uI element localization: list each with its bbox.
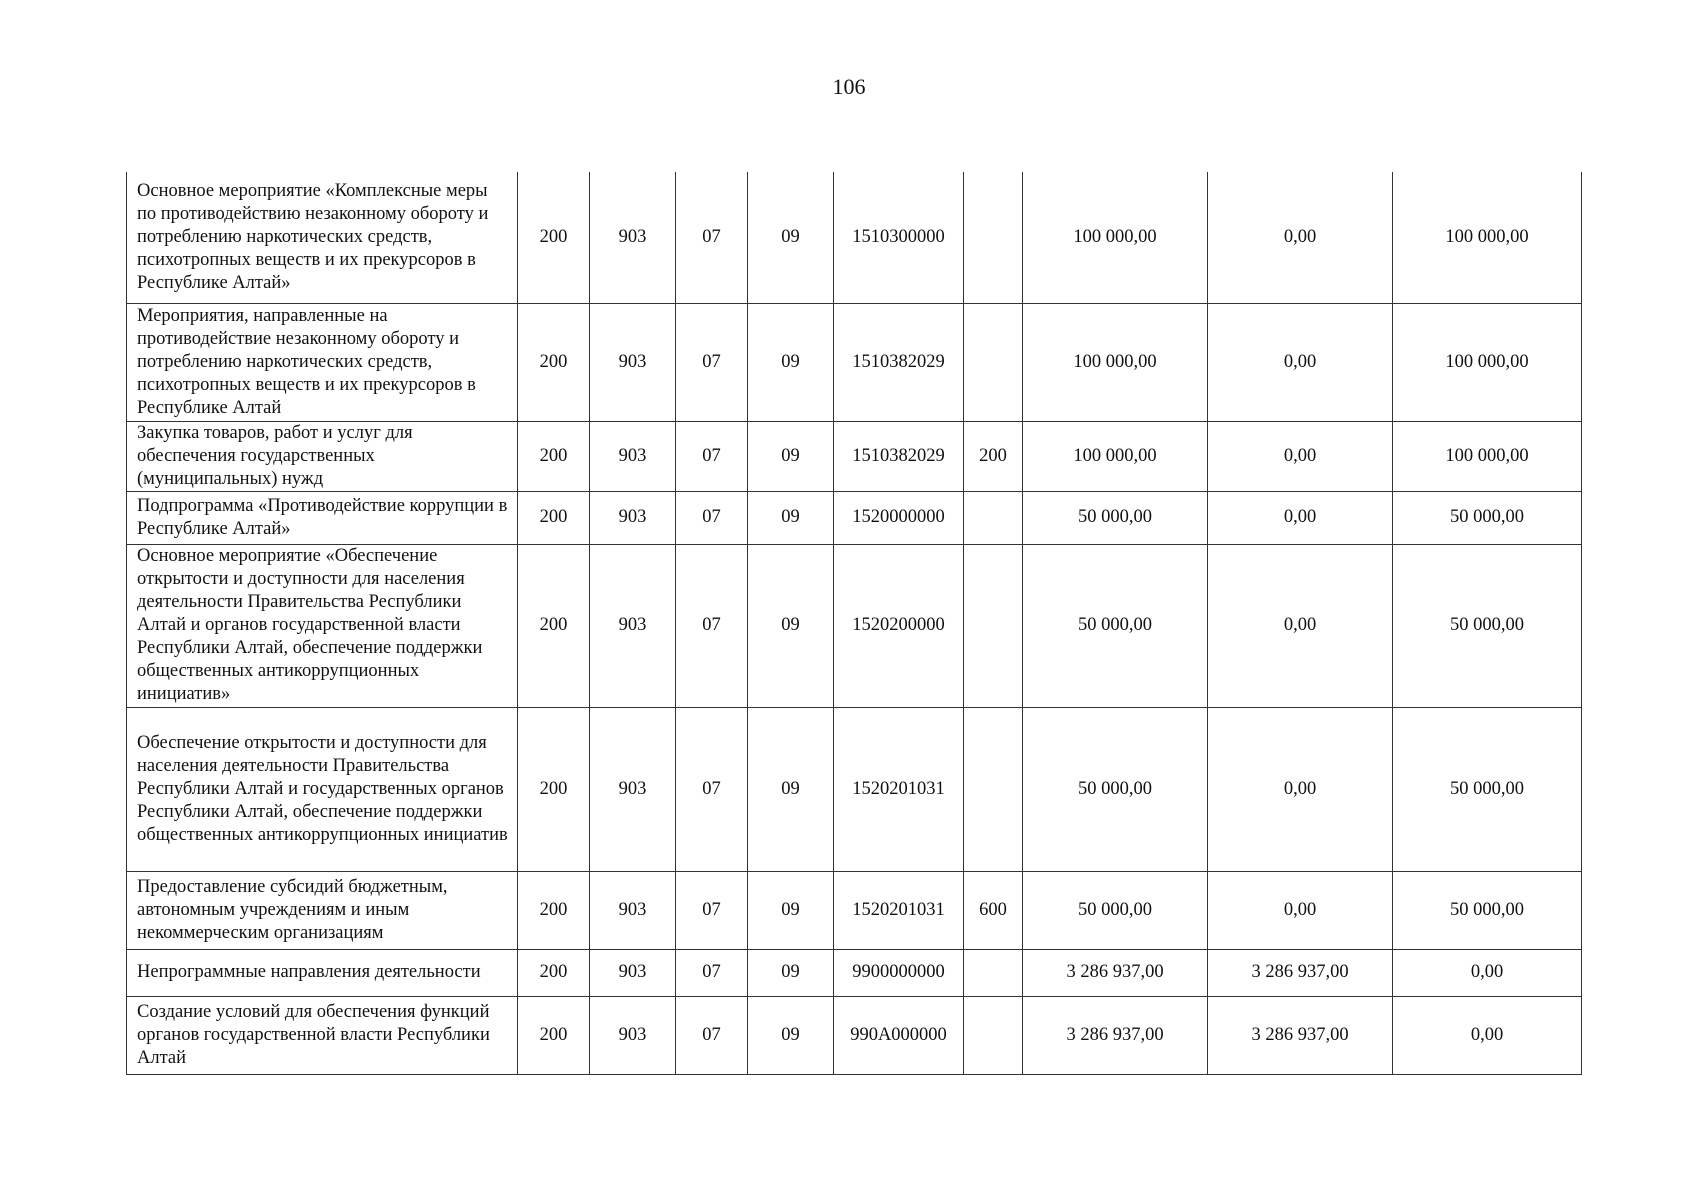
section-code-cell: 07 [676,996,748,1074]
table-row [127,303,1582,421]
federal-amount-cell: 0,00 [1208,707,1393,871]
table-row [127,491,1582,544]
total-amount-cell: 100 000,00 [1023,172,1208,303]
name-cell: Создание условий для обеспечения функций органов государственной власти Республики Алтай [127,996,518,1074]
total-amount-cell: 50 000,00 [1023,544,1208,707]
section-code-cell: 07 [676,172,748,303]
status-code-cell: 200 [518,544,590,707]
name-cell: Подпрограмма «Противодействие коррупции в Республике Алтай» [127,491,518,544]
ministry-code-cell: 903 [590,871,676,949]
total-amount-cell: 100 000,00 [1023,421,1208,491]
name-cell: Закупка товаров, работ и услуг для обеспечения государственных (муниципальных) нужд [127,421,518,491]
regional-amount-cell: 50 000,00 [1393,707,1582,871]
federal-amount-cell: 0,00 [1208,491,1393,544]
subsection-code-cell: 09 [748,491,834,544]
subsection-code-cell: 09 [748,303,834,421]
subsection-code-cell: 09 [748,996,834,1074]
regional-amount-cell: 100 000,00 [1393,303,1582,421]
target-article-cell: 1520000000 [834,491,964,544]
target-article-cell: 1510300000 [834,172,964,303]
ministry-code-cell: 903 [590,303,676,421]
status-code-cell: 200 [518,949,590,996]
target-article-cell: 1510382029 [834,303,964,421]
total-amount-cell: 3 286 937,00 [1023,949,1208,996]
expense-type-cell [964,949,1023,996]
status-code-cell: 200 [518,871,590,949]
target-article-cell: 1520200000 [834,544,964,707]
total-amount-cell: 3 286 937,00 [1023,996,1208,1074]
status-code-cell: 200 [518,996,590,1074]
federal-amount-cell: 3 286 937,00 [1208,949,1393,996]
subsection-code-cell: 09 [748,172,834,303]
name-cell: Основное мероприятие «Комплексные меры по противодействию незаконному обороту и потреблению наркотических средств, психотропных веществ и их прекурсоров в Республике Алтай» [127,172,518,303]
name-cell: Мероприятия, направленные на противодействие незаконному обороту и потреблению наркотических средств, психотропных веществ и их прекурсоров в Республике Алтай [127,303,518,421]
section-code-cell: 07 [676,949,748,996]
expense-type-cell [964,172,1023,303]
regional-amount-cell: 50 000,00 [1393,871,1582,949]
target-article-cell: 1510382029 [834,421,964,491]
total-amount-cell: 50 000,00 [1023,871,1208,949]
target-article-cell: 1520201031 [834,707,964,871]
subsection-code-cell: 09 [748,544,834,707]
subsection-code-cell: 09 [748,707,834,871]
status-code-cell: 200 [518,491,590,544]
table-row [127,996,1582,1074]
expense-type-cell [964,544,1023,707]
ministry-code-cell: 903 [590,707,676,871]
table-row [127,707,1582,871]
section-code-cell: 07 [676,544,748,707]
expense-type-cell [964,491,1023,544]
total-amount-cell: 100 000,00 [1023,303,1208,421]
regional-amount-cell: 50 000,00 [1393,491,1582,544]
subsection-code-cell: 09 [748,871,834,949]
table-row [127,544,1582,707]
regional-amount-cell: 100 000,00 [1393,421,1582,491]
subsection-code-cell: 09 [748,421,834,491]
expense-type-cell: 200 [964,421,1023,491]
status-code-cell: 200 [518,421,590,491]
total-amount-cell: 50 000,00 [1023,491,1208,544]
name-cell: Основное мероприятие «Обеспечение открытости и доступности для населения деятельности Правительства Республики Алтай и органов государственной власти Республики Алтай, обеспечение поддержки общественных антикоррупционных инициатив» [127,544,518,707]
ministry-code-cell: 903 [590,996,676,1074]
federal-amount-cell: 0,00 [1208,421,1393,491]
table-row [127,949,1582,996]
table-body [127,172,1582,1074]
expense-type-cell [964,303,1023,421]
subsection-code-cell: 09 [748,949,834,996]
section-code-cell: 07 [676,303,748,421]
ministry-code-cell: 903 [590,544,676,707]
federal-amount-cell: 3 286 937,00 [1208,996,1393,1074]
status-code-cell: 200 [518,303,590,421]
section-code-cell: 07 [676,421,748,491]
ministry-code-cell: 903 [590,172,676,303]
name-cell: Непрограммные направления деятельности [127,949,518,996]
budget-table [126,172,1582,1075]
ministry-code-cell: 903 [590,949,676,996]
total-amount-cell: 50 000,00 [1023,707,1208,871]
expense-type-cell [964,707,1023,871]
section-code-cell: 07 [676,707,748,871]
page-number: 106 [832,74,866,99]
table-row [127,172,1582,303]
regional-amount-cell: 0,00 [1393,996,1582,1074]
expense-type-cell: 600 [964,871,1023,949]
section-code-cell: 07 [676,491,748,544]
federal-amount-cell: 0,00 [1208,172,1393,303]
target-article-cell: 1520201031 [834,871,964,949]
expense-type-cell [964,996,1023,1074]
regional-amount-cell: 100 000,00 [1393,172,1582,303]
target-article-cell: 990А000000 [834,996,964,1074]
section-code-cell: 07 [676,871,748,949]
federal-amount-cell: 0,00 [1208,303,1393,421]
ministry-code-cell: 903 [590,421,676,491]
regional-amount-cell: 0,00 [1393,949,1582,996]
federal-amount-cell: 0,00 [1208,544,1393,707]
table-row [127,421,1582,491]
table-row [127,871,1582,949]
ministry-code-cell: 903 [590,491,676,544]
status-code-cell: 200 [518,707,590,871]
name-cell: Предоставление субсидий бюджетным, автономным учреждениям и иным некоммерческим организациям [127,871,518,949]
federal-amount-cell: 0,00 [1208,871,1393,949]
name-cell: Обеспечение открытости и доступности для населения деятельности Правительства Республики Алтай и государственных органов Республики Алтай, обеспечение поддержки общественных антикоррупционных инициатив [127,707,518,871]
regional-amount-cell: 50 000,00 [1393,544,1582,707]
status-code-cell: 200 [518,172,590,303]
target-article-cell: 9900000000 [834,949,964,996]
